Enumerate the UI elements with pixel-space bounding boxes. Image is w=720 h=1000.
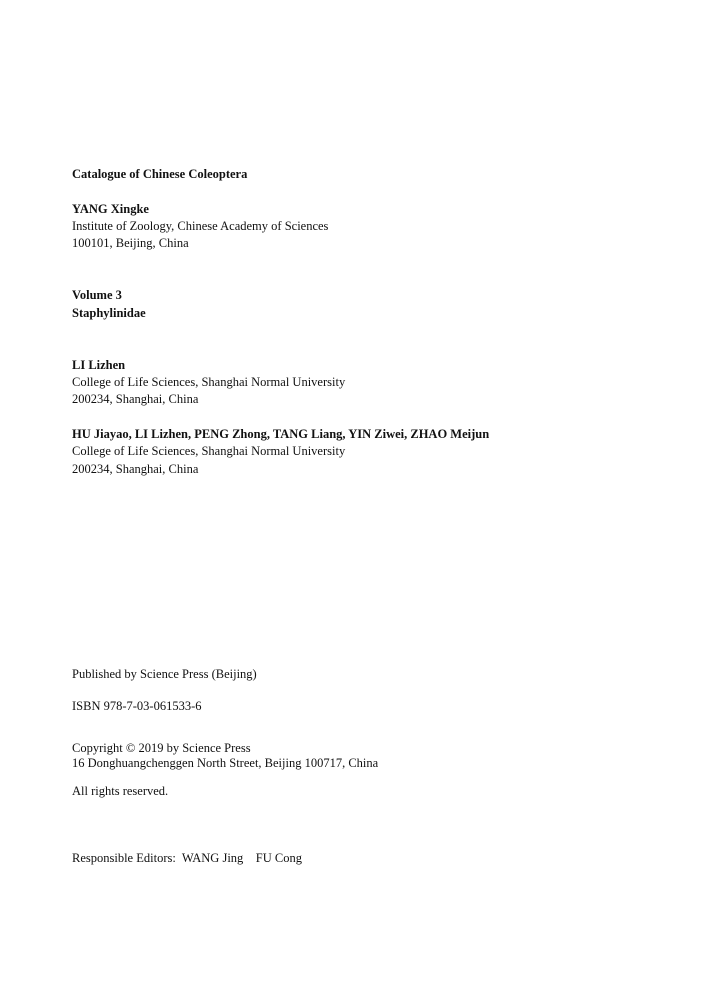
publisher-address: 16 Donghuangchenggen North Street, Beijing 100717, China — [72, 756, 379, 770]
copyright-line: Copyright © 2019 by Science Press — [72, 741, 251, 755]
chief-editor-name: YANG Xingke — [72, 202, 149, 216]
chief-editor-address: 100101, Beijing, China — [72, 236, 189, 250]
author-affiliation: College of Life Sciences, Shanghai Normal University — [72, 444, 346, 458]
author-address: 200234, Shanghai, China — [72, 462, 199, 476]
chief-editor-affiliation: Institute of Zoology, Chinese Academy of Sciences — [72, 219, 329, 233]
volume-editor-name: LI Lizhen — [72, 358, 126, 372]
publisher: Published by Science Press (Beijing) — [72, 667, 257, 681]
volume-family: Staphylinidae — [72, 306, 146, 320]
volume-number: Volume 3 — [72, 288, 122, 302]
responsible-editors: Responsible Editors: WANG Jing FU Cong — [72, 851, 302, 865]
author-names: HU Jiayao, LI Lizhen, PENG Zhong, TANG Liang, YIN Ziwei, ZHAO Meijun — [72, 427, 490, 441]
series-title: Catalogue of Chinese Coleoptera — [72, 167, 248, 181]
rights-statement: All rights reserved. — [72, 784, 169, 798]
volume-editor-address: 200234, Shanghai, China — [72, 392, 199, 406]
volume-editor-affiliation: College of Life Sciences, Shanghai Normal University — [72, 375, 346, 389]
isbn: ISBN 978-7-03-061533-6 — [72, 699, 202, 713]
